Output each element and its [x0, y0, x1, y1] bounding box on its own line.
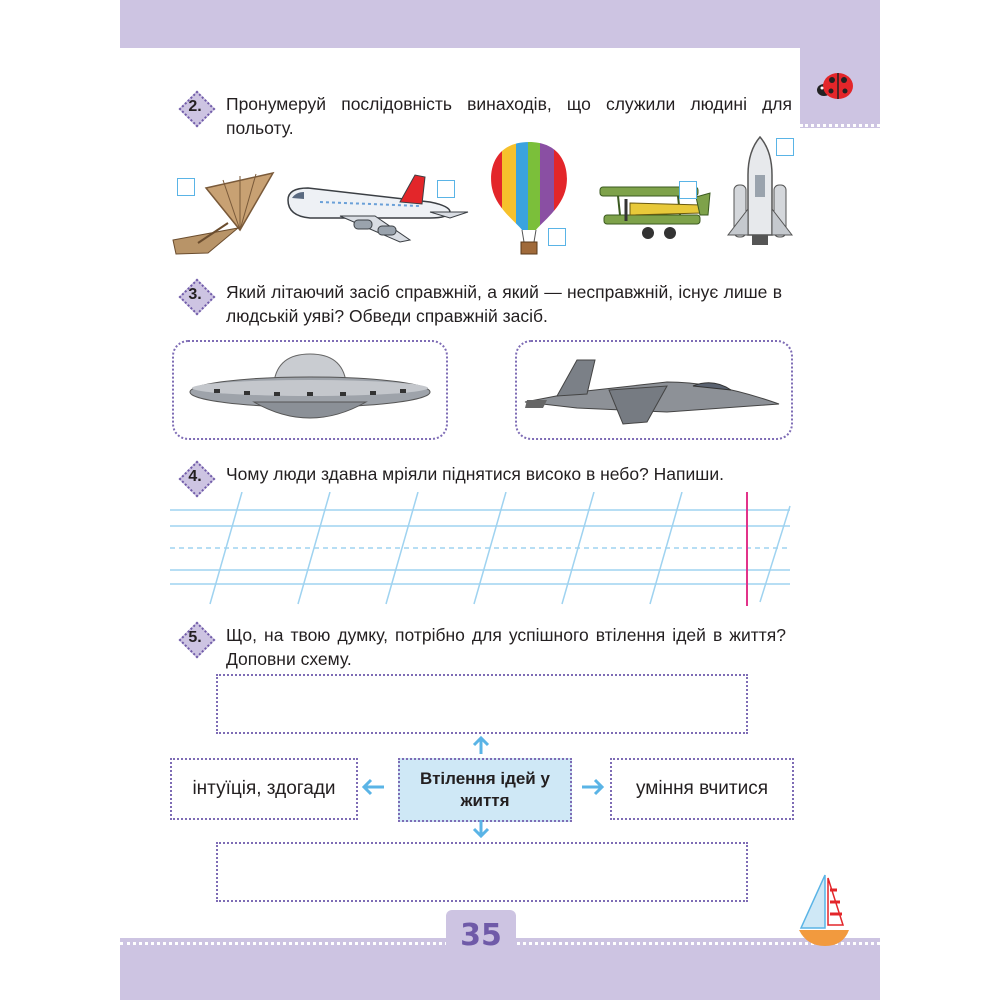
scheme-bottom-box[interactable] — [216, 842, 748, 902]
number-box-4[interactable] — [679, 181, 697, 199]
fighter-jet-frame[interactable] — [515, 340, 793, 440]
task-4-number: 4. — [180, 462, 210, 492]
sailboat-icon — [795, 870, 855, 950]
number-box-5[interactable] — [776, 138, 794, 156]
scheme-left-box: інтуїція, здогади — [170, 758, 358, 820]
scheme-top-box[interactable] — [216, 674, 748, 734]
task-2-number: 2. — [180, 92, 210, 122]
task-5-number: 5. — [180, 623, 210, 653]
scheme-right-box: уміння вчитися — [610, 758, 794, 820]
ufo-frame[interactable] — [172, 340, 448, 440]
number-box-2[interactable] — [437, 180, 455, 198]
ladybug-icon — [800, 48, 880, 128]
glider-icon — [168, 168, 278, 258]
task-2-text: Пронумеруй послідовність винаходів, що служили людині для польоту. — [226, 94, 792, 138]
task-3-number: 3. — [180, 280, 210, 310]
task-4-text: Чому люди здавна мріяли піднятися високо в небо? Напиши. — [226, 464, 724, 484]
page-number: 35 — [460, 918, 502, 953]
top-band — [120, 0, 880, 48]
ufo-icon — [174, 342, 446, 438]
arrow-left-icon — [360, 776, 386, 798]
task-5-text: Що, на твою думку, потрібно для успішного втілення ідей в життя? Доповни схему. — [226, 625, 786, 669]
arrow-up-icon — [470, 734, 492, 756]
scheme-center-text: Втілення ідей у життя — [420, 769, 550, 810]
scheme-center-box — [398, 758, 572, 822]
arrow-right-icon — [580, 776, 606, 798]
fighter-jet-icon — [517, 342, 791, 438]
arrow-down-icon — [470, 818, 492, 840]
number-box-3[interactable] — [548, 228, 566, 246]
task-3-text: Який літаючий засіб справжній, а який — несправжній, існує лише в людській уяві? Обведи справжній засіб. — [226, 282, 782, 326]
corner-tab — [800, 48, 880, 128]
writing-lines[interactable] — [170, 492, 792, 608]
